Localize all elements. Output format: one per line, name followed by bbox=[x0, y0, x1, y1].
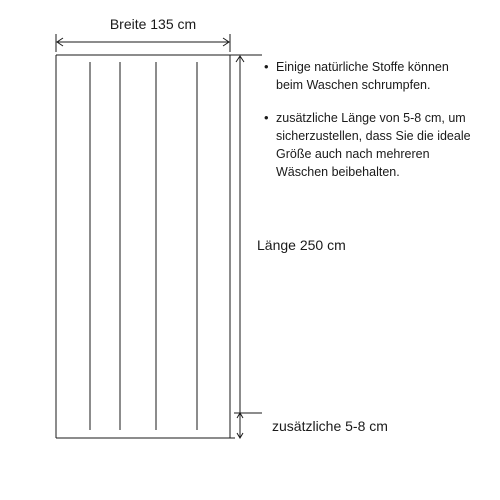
bullet-2: • bbox=[264, 110, 269, 125]
note-extra-length-line-4: Wäschen beibehalten. bbox=[276, 165, 400, 179]
note-extra-length bbox=[264, 109, 498, 181]
note-extra-length-line-1: zusätzliche Länge von 5-8 cm, um bbox=[276, 111, 466, 125]
note-shrinkage bbox=[264, 58, 496, 94]
width-label: Breite 135 cm bbox=[109, 16, 197, 32]
curtain-panel bbox=[56, 55, 262, 438]
extra-length-label: zusätzliche 5-8 cm bbox=[272, 418, 388, 434]
note-extra-length-line-2: sicherzustellen, dass Sie die ideale bbox=[276, 129, 471, 143]
length-label: Länge 250 cm bbox=[257, 237, 346, 253]
width-dimension bbox=[56, 34, 230, 52]
note-shrinkage-line-1: Einige natürliche Stoffe können bbox=[276, 60, 449, 74]
note-extra-length-line-3: Größe auch nach mehreren bbox=[276, 147, 430, 161]
note-shrinkage-line-2: beim Waschen schrumpfen. bbox=[276, 78, 431, 92]
bullet-1: • bbox=[264, 59, 269, 74]
